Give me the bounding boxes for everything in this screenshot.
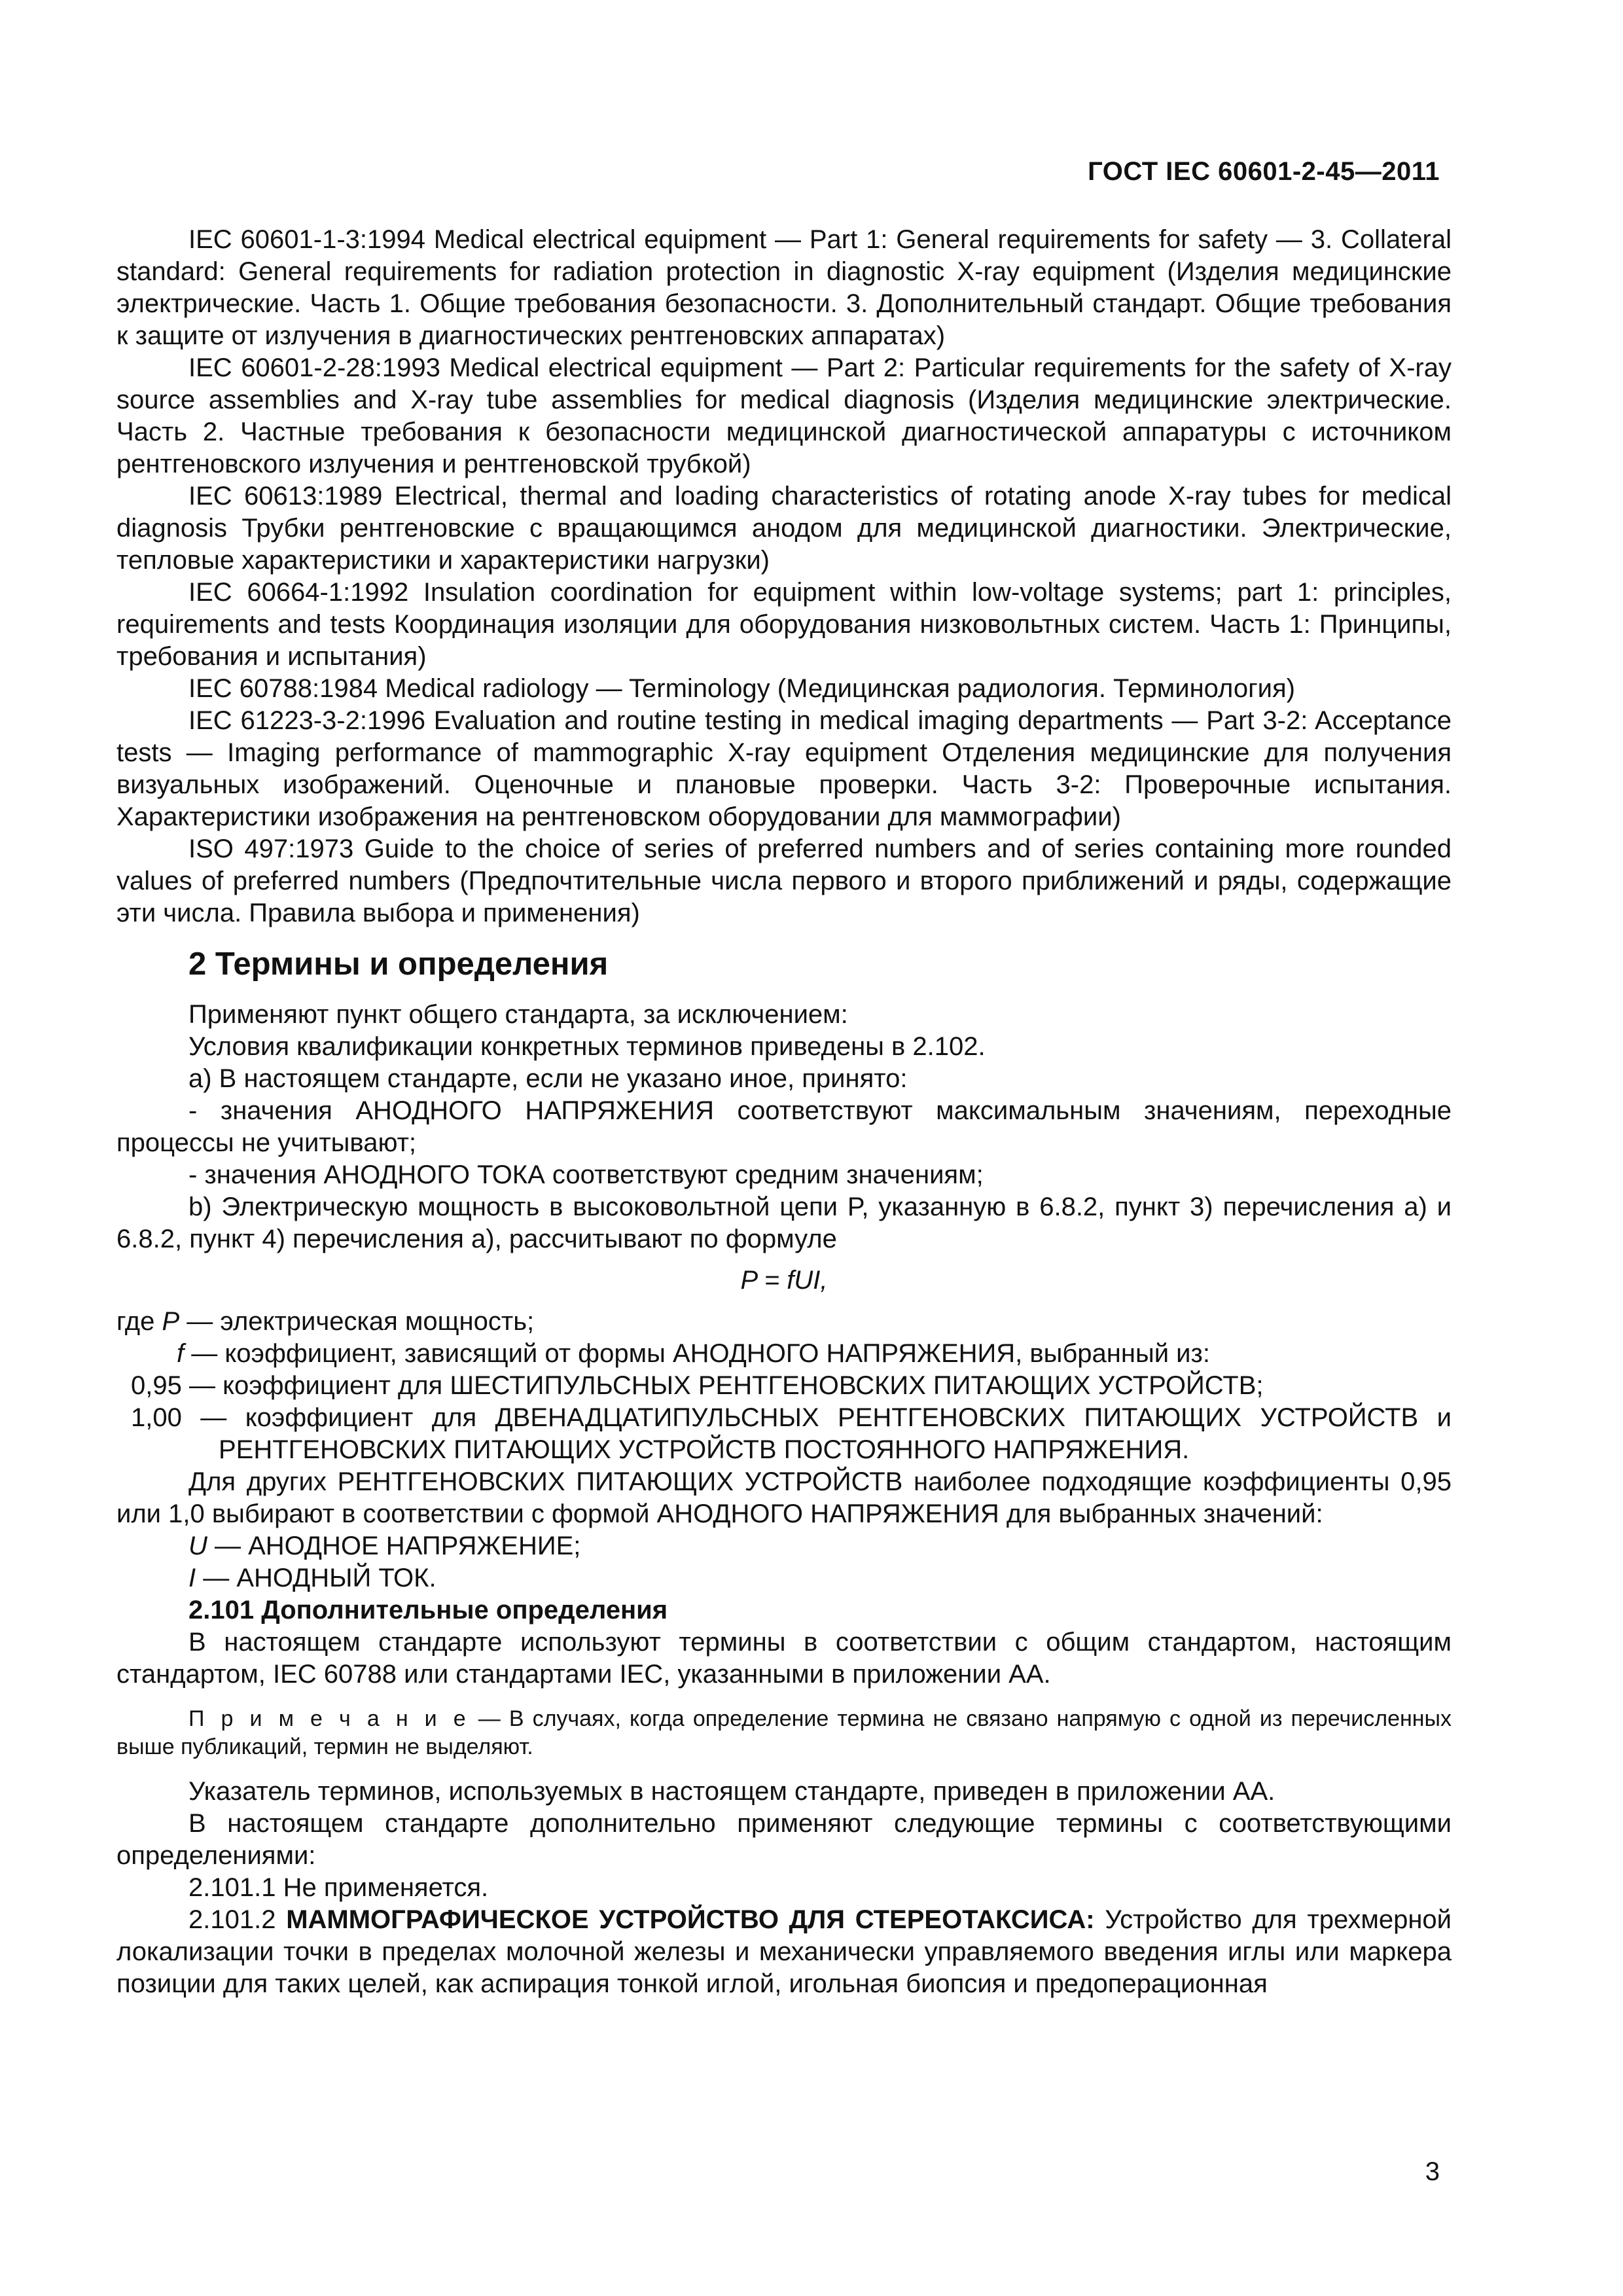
formula: P = fUI,: [740, 1266, 828, 1295]
u-text: — АНОДНОЕ НАПРЯЖЕНИЕ;: [207, 1532, 581, 1560]
definition-paragraph: [116, 1904, 1452, 2000]
f-text: — коэффициент, зависящий от формы АНОДНОГО НАПРЯЖЕНИЯ, выбранный из:: [184, 1339, 1210, 1368]
symbol-p: P: [162, 1307, 180, 1336]
definition-number: 2.101.2: [188, 1905, 287, 1934]
paragraph: Применяют пункт общего стандарта, за исключением:: [188, 1000, 848, 1029]
note: [116, 1705, 1452, 1761]
symbol-f: f: [177, 1339, 185, 1368]
symbol-i: I: [188, 1564, 196, 1592]
reference-item: IEC 60601-2-28:1993 Medical electrical equipment — Part 2: Particular requirements for the safety of X-ray source assemblies and X-ray tube assemblies for medical diagnosis (Изделия медицинские электрические. Часть 2. Частные требования к безопасности медицинской диагностической аппаратуры с источником рентгеновского излучения и рентгеновской трубкой): [116, 353, 1452, 478]
coef-line: 0,95 — коэффициент для ШЕСТИПУЛЬСНЫХ РЕНТГЕНОВСКИХ ПИТАЮЩИХ УСТРОЙСТВ;: [131, 1371, 1264, 1400]
reference-item: ISO 497:1973 Guide to the choice of series of preferred numbers and of series containing more rounded values of preferred numbers (Предпочтительные числа первого и второго приближений и ряды, содержащие эти числа. Правила выбора и применения): [116, 834, 1452, 927]
definition-text: Устройство для трехмерной локализации точки в пределах молочной железы и механически управляемого введения иглы или маркера позиции для таких целей, как аспирация тонкой иглой, игольная биопсия и предоперационная: [116, 1905, 1452, 1998]
standard-header: ГОСТ IEC 60601-2-45—2011: [1088, 157, 1440, 186]
where-text: — электрическая мощность;: [179, 1307, 535, 1336]
page-number: 3: [1425, 2157, 1440, 2186]
subsection-heading: 2.101 Дополнительные определения: [188, 1596, 668, 1624]
section-heading: 2 Термины и определения: [188, 946, 609, 982]
where-prefix: где: [116, 1307, 162, 1336]
reference-item: IEC 60788:1984 Medical radiology — Terminology (Медицинская радиология. Терминология): [188, 674, 1295, 703]
where-line: [116, 1306, 1452, 1338]
paragraph: Для других РЕНТГЕНОВСКИХ ПИТАЮЩИХ УСТРОЙСТВ наиболее подходящие коэффициенты 0,95 или 1,0 выбирают в соответствии с формой АНОДНОГО НАПРЯЖЕНИЯ для выбранных значений:: [116, 1467, 1452, 1528]
paragraph: a) В настоящем стандарте, если не указано иное, принято:: [188, 1064, 908, 1093]
paragraph: b) Электрическую мощность в высоковольтной цепи P, указанную в 6.8.2, пункт 3) перечисления a) и 6.8.2, пункт 4) перечисления a), рассчитывают по формуле: [116, 1193, 1452, 1253]
paragraph: 2.101.1 Не применяется.: [188, 1873, 489, 1902]
paragraph: Условия квалификации конкретных терминов приведены в 2.102.: [188, 1032, 986, 1061]
reference-item: IEC 61223-3-2:1996 Evaluation and routine testing in medical imaging departments — Part 3-2: Acceptance tests — Imaging performance of mammographic X-ray equipment Отделения медицинские для получения визуальных изображений. Оценочные и плановые проверки. Часть 3-2: Проверочные испытания. Характеристики изображения на рентгеновском оборудовании для маммографии): [116, 706, 1452, 831]
symbol-u: U: [188, 1532, 207, 1560]
paragraph: - значения АНОДНОГО НАПРЯЖЕНИЯ соответствуют максимальным значениям, переходные процессы не учитывают;: [116, 1096, 1452, 1157]
i-text: — АНОДНЫЙ ТОК.: [196, 1564, 437, 1592]
paragraph: - значения АНОДНОГО ТОКА соответствуют средним значениям;: [188, 1160, 984, 1189]
coef-line-continued: РЕНТГЕНОВСКИХ ПИТАЮЩИХ УСТРОЙСТВ ПОСТОЯННОГО НАПРЯЖЕНИЯ.: [219, 1435, 1190, 1464]
f-line: [116, 1338, 1452, 1370]
definition-term: МАММОГРАФИЧЕСКОЕ УСТРОЙСТВО ДЛЯ СТЕРЕОТАКСИСА:: [286, 1905, 1095, 1934]
reference-item: IEC 60601-1-3:1994 Medical electrical equipment — Part 1: General requirements for safety — 3. Collateral standard: General requirements for radiation protection in diagnostic X-ray equipment (Изделия медицинские электрические. Часть 1. Общие требования безопасности. 3. Дополнительный стандарт. Общие требования к защите от излучения в диагностических рентгеновских аппаратах): [116, 225, 1452, 350]
i-line: [116, 1562, 1452, 1594]
paragraph: В настоящем стандарте дополнительно применяют следующие термины с соответствующими определениями:: [116, 1809, 1452, 1870]
paragraph: Указатель терминов, используемых в настоящем стандарте, приведен в приложении АА.: [188, 1777, 1275, 1806]
note-text: — В случаях, когда определение термина не связано напрямую с одной из перечисленных выше публикаций, термин не выделяют.: [116, 1706, 1452, 1759]
reference-item: IEC 60664-1:1992 Insulation coordination for equipment within low-voltage systems; part 1: principles, requirements and tests Координация изоляции для оборудования низковольтных систем. Часть 1: Принципы, требования и испытания): [116, 578, 1452, 671]
paragraph: В настоящем стандарте используют термины в соответствии с общим стандартом, настоящим стандартом, IEC 60788 или стандартами IEC, указанными в приложении АА.: [116, 1628, 1452, 1689]
coef-line: 1,00 — коэффициент для ДВЕНАДЦАТИПУЛЬСНЫХ РЕНТГЕНОВСКИХ ПИТАЮЩИХ УСТРОЙСТВ и: [131, 1403, 1452, 1432]
reference-item: IEC 60613:1989 Electrical, thermal and loading characteristics of rotating anode X-ray tubes for medical diagnosis Трубки рентгеновские с вращающимся анодом для медицинской диагностики. Электрические, тепловые характеристики и характеристики нагрузки): [116, 482, 1452, 575]
document-body: [116, 224, 1452, 2000]
note-label: П р и м е ч а н и е: [188, 1706, 470, 1731]
u-line: [116, 1530, 1452, 1562]
